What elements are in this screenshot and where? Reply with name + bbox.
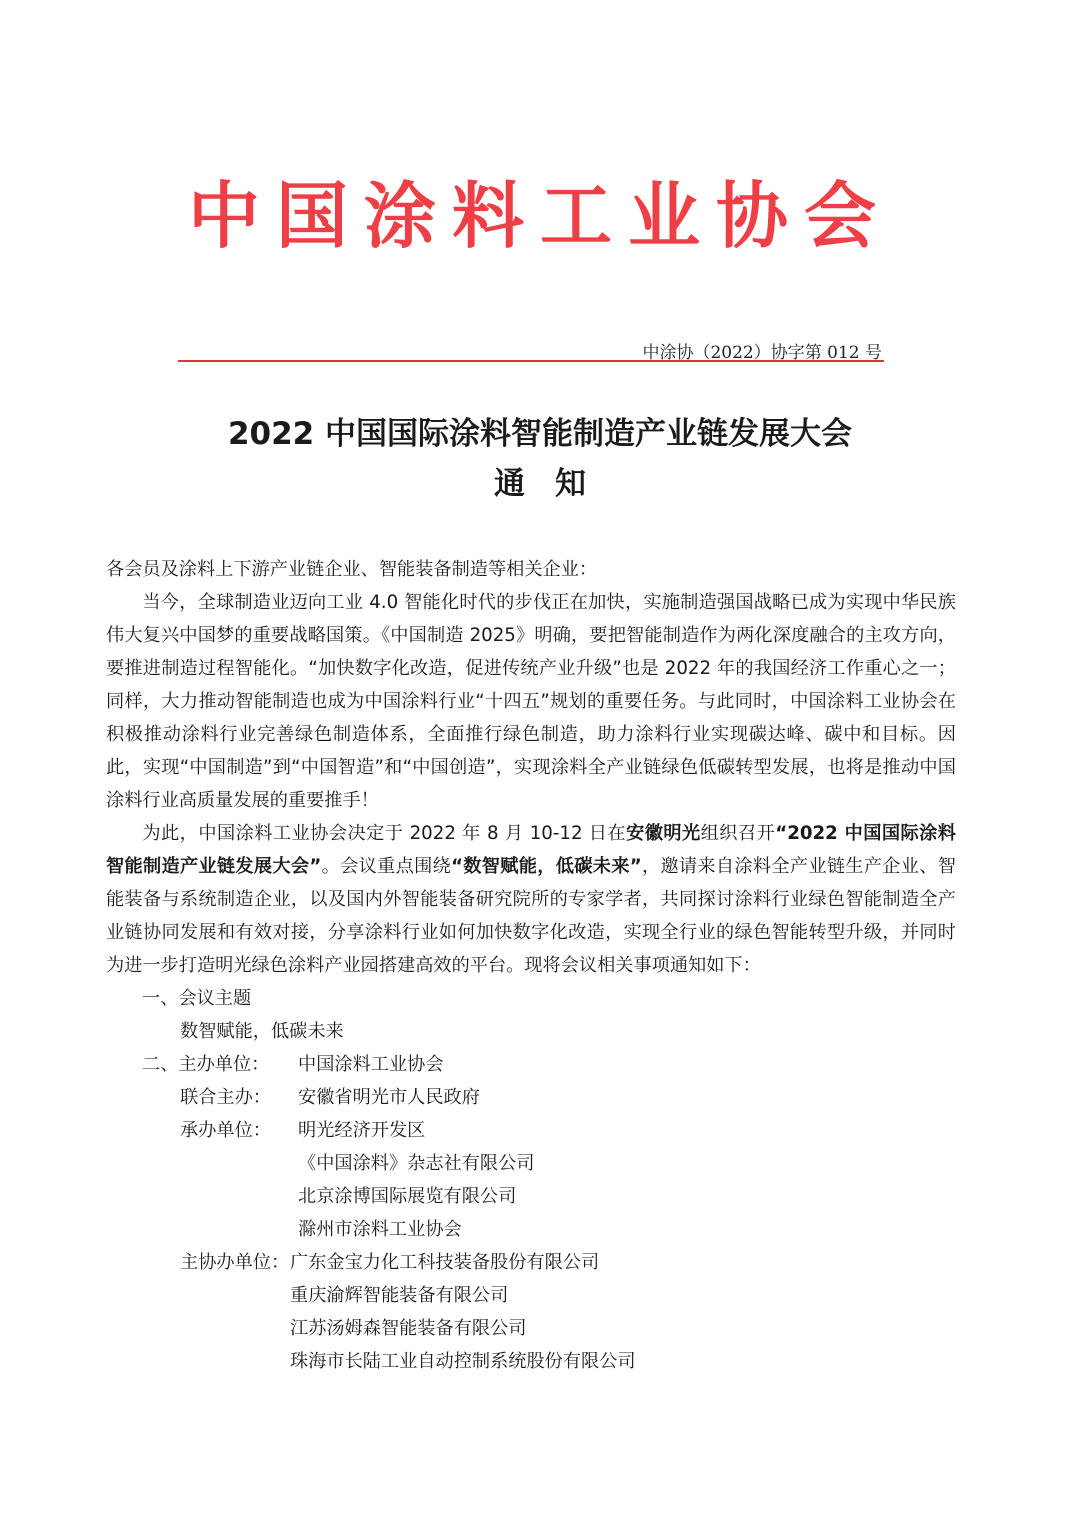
organizer-label: 承办单位：	[180, 1120, 271, 1141]
organizer-row	[106, 1180, 956, 1213]
announcement-text-3: 。会议重点围绕	[321, 856, 452, 877]
paragraph-intro: 当今，全球制造业迈向工业 4.0 智能化时代的步伐正在加快，实施制造强国战略已成为实现中华民族伟大复兴中国梦的重要战略国策。《中国制造 2025》明确，要把智能制造作为两化深度融合的主攻方向，要推进制造过程智能化。“加快数字化改造，促进传统产业升级”也是 2022 年的我国经济工作重心之一；同样，大力推动智能制造也成为中国涂料行业“十四五”规划的重要任务。与此同时，中国涂料工业协会在积极推动涂料行业完善绿色制造体系，全面推行绿色制造，助力涂料行业实现碳达峰、碳中和目标。因此，实现“中国制造”到“中国智造”和“中国创造”，实现涂料全产业链绿色低碳转型发展，也将是推动中国涂料行业高质量发展的重要推手！	[106, 592, 956, 811]
co-organizer-label: 主协办单位：	[180, 1252, 290, 1273]
notice-title: 2022 中国国际涂料智能制造产业链发展大会	[227, 416, 853, 452]
announcement-conference-name: “2022 中国国际涂料智能制造产业链发展大会”	[106, 823, 956, 877]
announcement-text-4: ，邀请来自涂料全产业链生产企业、智能装备与系统制造企业，以及国内外智能装备研究院所的专家学者，共同探讨涂料行业绿色智能制造全产业链协同发展和有效对接，分享涂料行业如何加快数字化改造，实现全行业的绿色智能转型升级，并同时为进一步打造明光绿色涂料产业园搭建高效的平台。现将会议相关事项通知如下：	[106, 856, 956, 976]
document-number-block	[178, 338, 884, 366]
salutation: 各会员及涂料上下游产业链企业、智能装备制造等相关企业：	[106, 559, 598, 580]
co-organizer-row	[106, 1246, 956, 1279]
cohost-label: 联合主办：	[180, 1087, 271, 1108]
co-organizer-row	[106, 1279, 956, 1312]
co-organizer-item: 重庆渝辉智能装备有限公司	[290, 1285, 509, 1306]
announcement-location: 安徽明光	[626, 823, 701, 844]
paragraph-announcement	[106, 817, 956, 982]
host-value: 中国涂料工业协会	[298, 1054, 444, 1075]
organizer-row	[106, 1114, 956, 1147]
organizer-row	[106, 1147, 956, 1180]
announcement-text-2: 组织召开	[700, 823, 776, 844]
co-organizer-item: 珠海市长陆工业自动控制系统股份有限公司	[290, 1351, 636, 1372]
cohost-row	[106, 1081, 956, 1114]
notice-body	[106, 553, 956, 1378]
co-organizer-row	[106, 1312, 956, 1345]
announcement-text-1: 为此，中国涂料工业协会决定于 2022 年 8 月 10-12 日在	[142, 823, 627, 844]
section-theme-content: 数智赋能，低碳未来	[180, 1021, 344, 1042]
organizer-item: 《中国涂料》杂志社有限公司	[298, 1153, 535, 1174]
host-row	[106, 1048, 956, 1081]
organizer-item: 明光经济开发区	[298, 1120, 426, 1141]
section-theme-heading: 一、会议主题	[142, 988, 252, 1009]
co-organizer-item: 广东金宝力化工科技装备股份有限公司	[290, 1252, 600, 1273]
co-organizer-row	[106, 1345, 956, 1378]
host-label: 二、主办单位：	[142, 1054, 270, 1075]
cohost-value: 安徽省明光市人民政府	[298, 1087, 480, 1108]
document-number: 中涂协（2022）协字第 012 号	[642, 343, 882, 363]
notice-subtitle: 通知	[494, 466, 616, 502]
organizer-item: 滁州市涂料工业协会	[298, 1219, 462, 1240]
announcement-theme: “数智赋能，低碳未来”	[451, 856, 642, 877]
letterhead-title: 中国涂料工业协会	[187, 173, 892, 258]
co-organizer-item: 江苏汤姆森智能装备有限公司	[290, 1318, 527, 1339]
organizer-item: 北京涂博国际展览有限公司	[298, 1186, 517, 1207]
organizer-row	[106, 1213, 956, 1246]
